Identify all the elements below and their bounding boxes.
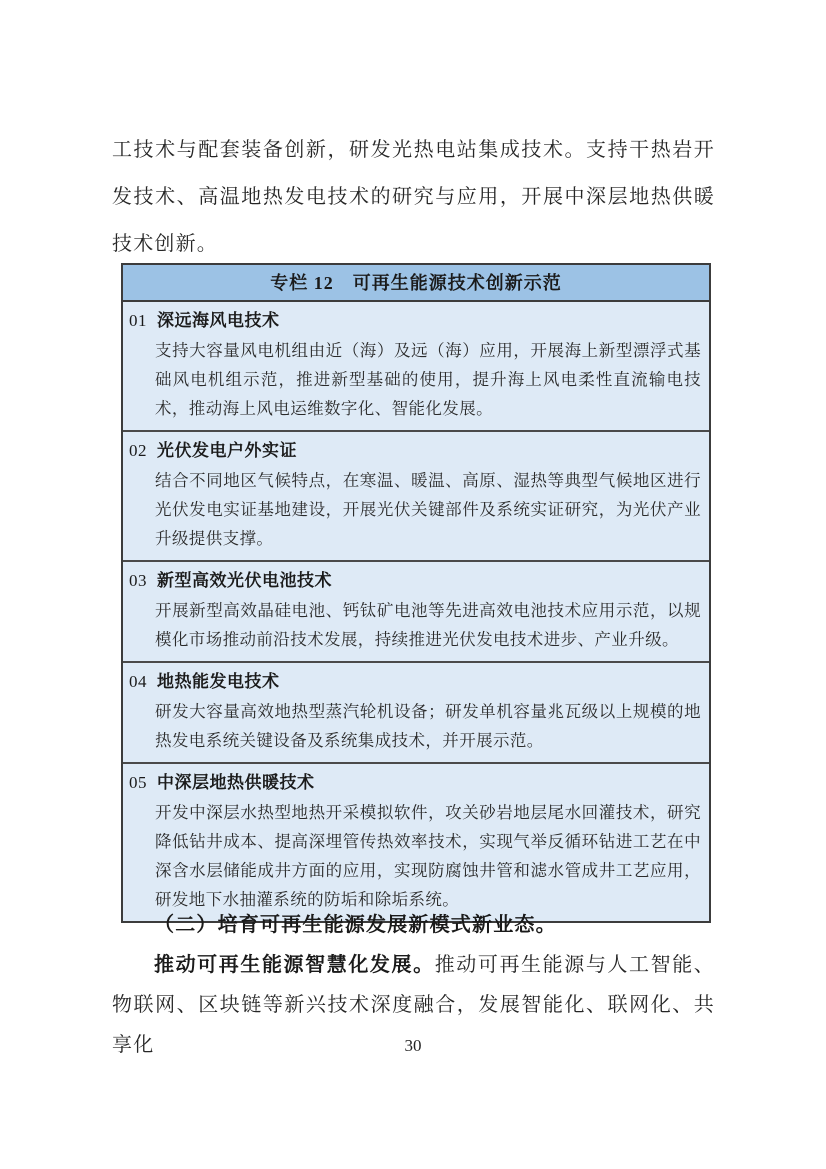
callout-box-title: 专栏 12 可再生能源技术创新示范 xyxy=(123,265,709,302)
section-title: 新型高效光伏电池技术 xyxy=(157,571,332,590)
section-body: 开发中深层水热型地热开采模拟软件，攻关砂岩地层尾水回灌技术，研究降低钻井成本、提高深埋管传热效率技术，实现气举反循环钻进工艺在中深含水层储能成井方面的应用，实现防腐蚀井管和滤水管成井工艺应用，研发地下水抽灌系统的防垢和除垢系统。 xyxy=(155,803,701,909)
section-title: 中深层地热供暖技术 xyxy=(157,773,315,792)
section-title-row xyxy=(129,566,701,596)
section-title-row xyxy=(129,768,701,798)
section-number: 04 xyxy=(129,672,147,691)
section-title-row xyxy=(129,436,701,466)
paragraph-lead: 推动可再生能源智慧化发展。 xyxy=(154,954,435,976)
section-body: 支持大容量风电机组由近（海）及远（海）应用，开展海上新型漂浮式基础风电机组示范，推进新型基础的使用，提升海上风电柔性直流输电技术，推动海上风电运维数字化、智能化发展。 xyxy=(155,341,701,418)
section-title: 光伏发电户外实证 xyxy=(157,441,297,460)
section-title: 地热能发电技术 xyxy=(157,672,280,691)
page-number: 30 xyxy=(404,1036,422,1055)
section-title-row xyxy=(129,667,701,697)
box-section-01 xyxy=(123,302,709,430)
box-section-02 xyxy=(123,430,709,560)
section-number: 05 xyxy=(129,773,147,792)
section-body: 研发大容量高效地热型蒸汽轮机设备；研发单机容量兆瓦级以上规模的地热发电系统关键设备及系统集成技术，并开展示范。 xyxy=(155,702,701,750)
intro-paragraph: 工技术与配套装备创新，研发光热电站集成技术。支持干热岩开发技术、高温地热发电技术的研究与应用，开展中深层地热供暖技术创新。 xyxy=(112,139,715,255)
subsection-heading: （二）培育可再生能源发展新模式新业态。 xyxy=(154,914,557,936)
section-title: 深远海风电技术 xyxy=(157,311,280,330)
section-number: 01 xyxy=(129,311,147,330)
section-number: 02 xyxy=(129,441,147,460)
box-section-03 xyxy=(123,560,709,661)
box-section-05 xyxy=(123,762,709,921)
section-body: 结合不同地区气候特点，在寒温、暖温、高原、湿热等典型气候地区进行光伏发电实证基地建设，开展光伏关键部件及系统实证研究，为光伏产业升级提供支撑。 xyxy=(155,471,701,548)
section-body: 开展新型高效晶硅电池、钙钛矿电池等先进高效电池技术应用示范，以规模化市场推动前沿技术发展，持续推进光伏发电技术进步、产业升级。 xyxy=(155,601,701,649)
paragraph-rest: 推动可再生能源与人工智能、物联网、区块链等新兴技术深度融合，发展智能化、联网化、共享化 xyxy=(112,954,715,1056)
box-section-04 xyxy=(123,661,709,762)
callout-box-12 xyxy=(121,263,711,923)
section-number: 03 xyxy=(129,571,147,590)
section-title-row xyxy=(129,306,701,336)
